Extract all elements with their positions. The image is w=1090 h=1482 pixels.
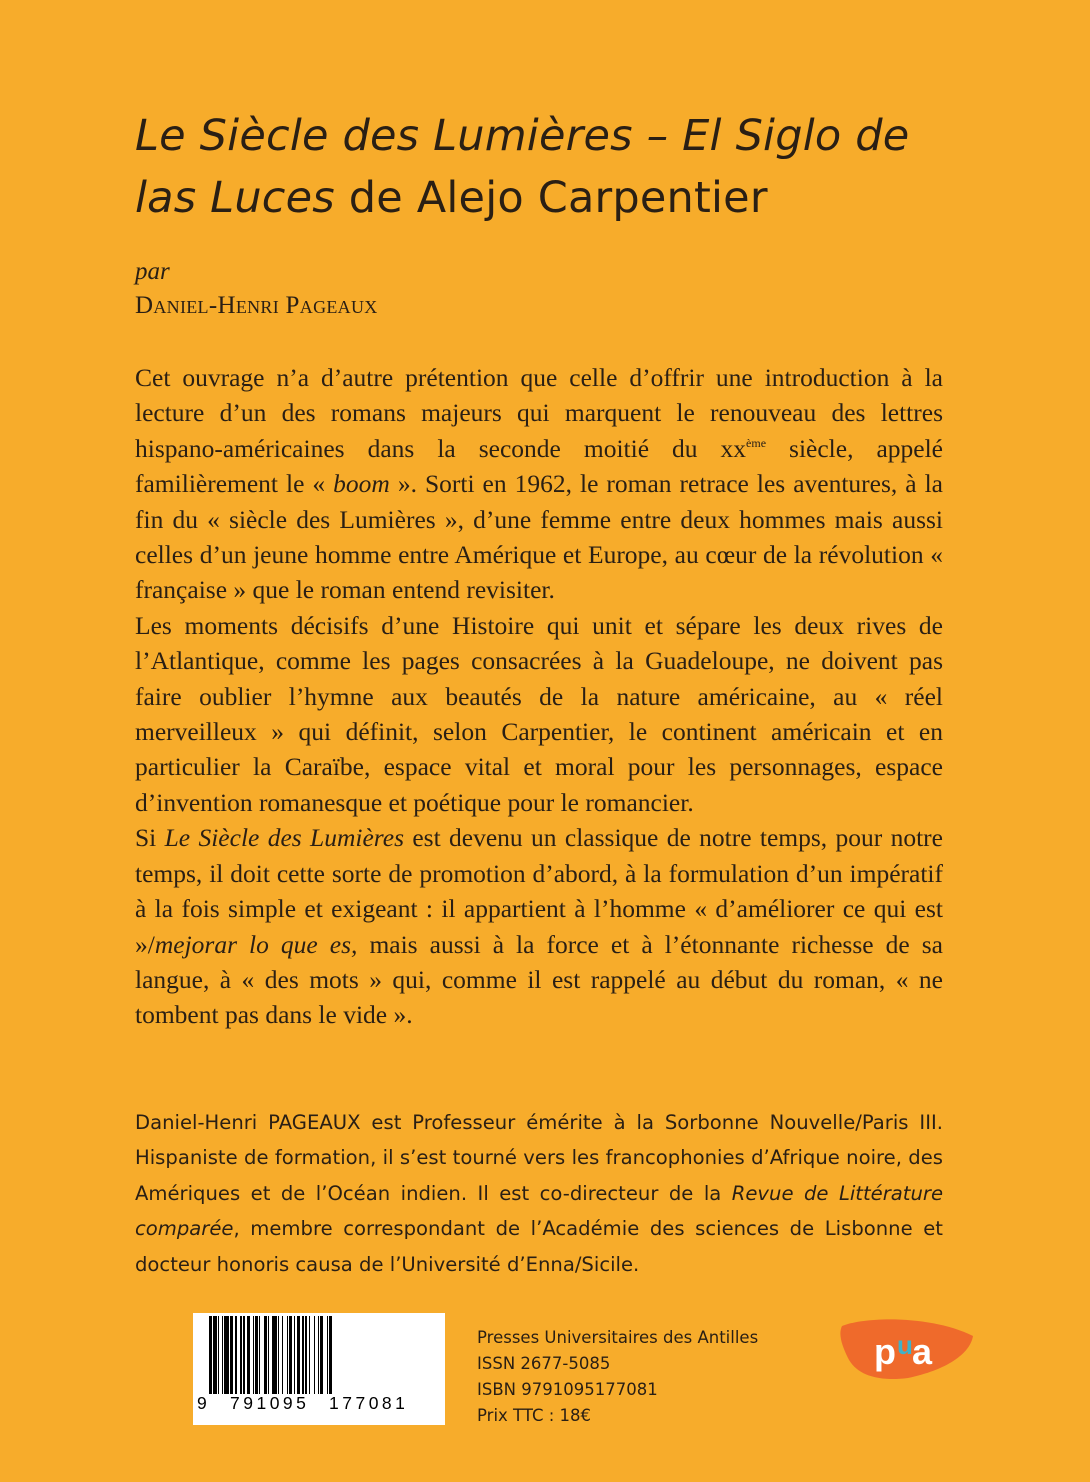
barcode-digit-first: 9: [197, 1393, 207, 1413]
title-italic-part-1: Le Siècle des Lumières – El Siglo de: [135, 111, 910, 161]
logo-letter-u: u: [897, 1330, 913, 1360]
isbn-barcode: [193, 1313, 445, 1425]
issn: ISSN 2677-5085: [477, 1354, 611, 1373]
price: Prix TTC : 18€: [477, 1406, 592, 1425]
barcode-digits-left: 791095: [230, 1393, 310, 1413]
title-rest: de Alejo Carpentier: [334, 173, 768, 223]
pua-logo-icon: [838, 1314, 978, 1384]
by-label: par: [135, 258, 170, 285]
description-paragraph-3: Si Le Siècle des Lumières est devenu un classique de notre temps, pour notre temps, il doit cette sorte de promotion d’abord, à la formulation d’un impératif à la fois simple et exigeant : il appartient à l’homme « d’améliorer ce qui est »/mejorar lo que es, mais aussi à la force et à l’étonnante richesse de sa langue, à « des mots » qui, comme il est rappelé au début du roman, « ne tombent pas dans le vide ».: [135, 823, 943, 1030]
author-bio: Daniel-Henri PAGEAUX est Professeur émérite à la Sorbonne Nouvelle/Paris III. Hispaniste de formation, il s’est tourné vers les francophonies d’Afrique noire, des Amériques et de l’Océan indien. Il est co-directeur de la Revue de Littérature comparée, membre correspondant de l’Académie des sciences de Lisbonne et docteur honoris causa de l’Université d’Enna/Sicile.: [135, 1111, 943, 1276]
description-paragraph-2: Les moments décisifs d’une Histoire qui unit et sépare les deux rives de l’Atlantique, comme les pages consacrées à la Guadeloupe, ne doivent pas faire oublier l’hymne aux beautés de la nature américaine, au « réel merveilleux » qui définit, selon Carpentier, le continent américain et en particulier la Caraïbe, espace vital et moral pour les personnages, espace d’invention romanesque et poétique pour le romancier.: [135, 610, 943, 817]
title-italic-part-2: las Luces: [135, 173, 335, 223]
description-paragraph-1: Cet ouvrage n’a d’autre prétention que celle d’offrir une introduction à la lecture d’un des romans majeurs qui marquent le renouveau des lettres hispano-américaines dans la seconde moitié du $xx^{ème}$ siècle, appelé familièrement le « boom ». Sorti en 1962, le roman retrace les aventures, à la fin du « siècle des Lumières », d’une femme entre deux hommes mais aussi celles d’un jeune homme entre Amérique et Europe, au cœur de la révolution « française » que le roman entend revisiter.: [135, 363, 943, 605]
isbn: ISBN 9791095177081: [477, 1380, 658, 1399]
publisher-name: Presses Universitaires des Antilles: [477, 1328, 759, 1347]
logo-letter-a: a: [912, 1331, 933, 1372]
author-name: Daniel-Henri Pageaux: [135, 292, 378, 319]
logo-letter-p: p: [874, 1331, 896, 1372]
barcode-bars: [209, 1316, 431, 1394]
barcode-digits-right: 177081: [329, 1393, 409, 1413]
book-title: [135, 105, 965, 229]
publisher-info: [477, 1325, 758, 1429]
book-description: [135, 360, 943, 1033]
